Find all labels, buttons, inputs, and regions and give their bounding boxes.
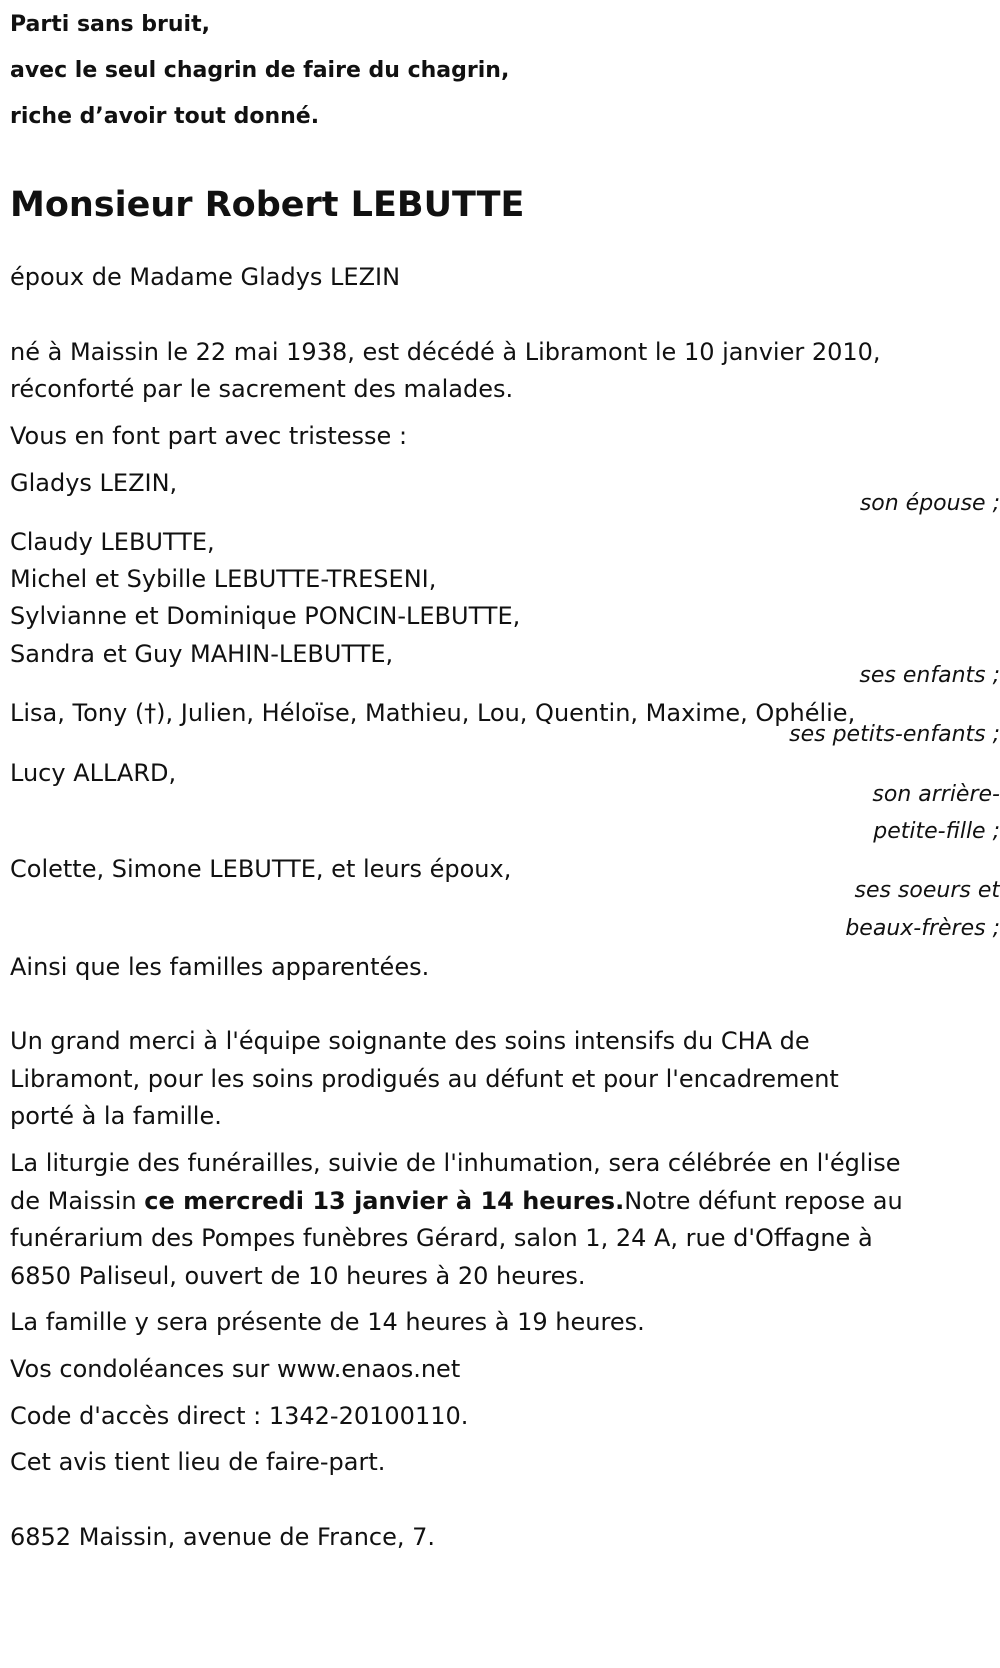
funeral-line-2-start: de Maissin (10, 1187, 145, 1215)
notice-line: Cet avis tient lieu de faire-part. (10, 1448, 386, 1476)
family-presence: La famille y sera présente de 14 heures à 19 heures. (10, 1308, 645, 1336)
epigraph-line-1: Parti sans bruit, (10, 12, 210, 37)
family-child-4: Sandra et Guy MAHIN-LEBUTTE, (10, 640, 394, 668)
family-child-2: Michel et Sybille LEBUTTE-TRESENI, (10, 565, 437, 593)
deceased-name: Monsieur Robert LEBUTTE (10, 185, 525, 225)
family-children-role: ses enfants ; (859, 663, 1000, 688)
address-line: 6852 Maissin, avenue de France, 7. (10, 1523, 436, 1551)
funeral-line-4: 6850 Paliseul, ouvert de 10 heures à 20 heures. (10, 1262, 586, 1290)
family-great-grandchild-role-line-2: petite-fille ; (873, 819, 1000, 844)
funeral-line-2-end: Notre défunt repose au (624, 1187, 903, 1215)
family-grandchildren: Lisa, Tony (†), Julien, Héloïse, Mathieu, Lou, Quentin, Maxime, Ophélie, (10, 699, 856, 727)
thanks-line-3: porté à la famille. (10, 1102, 222, 1130)
funeral-date-time: ce mercredi 13 janvier à 14 heures. (144, 1187, 625, 1215)
family-great-grandchild: Lucy ALLARD, (10, 759, 177, 787)
spouse-line: époux de Madame Gladys LEZIN (10, 263, 401, 291)
thanks-line-2: Libramont, pour les soins prodigués au défunt et pour l'encadrement (10, 1065, 839, 1093)
birth-death-line-2: réconforté par le sacrement des malades. (10, 375, 514, 403)
family-great-grandchild-role-line-1: son arrière- (872, 782, 1000, 807)
announcement-intro: Vous en font part avec tristesse : (10, 422, 408, 450)
epigraph-line-3: riche d’avoir tout donné. (10, 104, 320, 129)
funeral-line-2 (10, 1187, 903, 1215)
funeral-line-3: funérarium des Pompes funèbres Gérard, salon 1, 24 A, rue d'Offagne à (10, 1224, 873, 1252)
family-spouse-role: son épouse ; (859, 491, 1000, 516)
family-relatives: Ainsi que les familles apparentées. (10, 953, 430, 981)
family-siblings: Colette, Simone LEBUTTE, et leurs époux, (10, 855, 512, 883)
family-child-1: Claudy LEBUTTE, (10, 528, 215, 556)
family-siblings-role-line-2: beaux-frères ; (845, 916, 1000, 941)
family-grandchildren-role: ses petits-enfants ; (789, 722, 1000, 747)
thanks-line-1: Un grand merci à l'équipe soignante des soins intensifs du CHA de (10, 1027, 810, 1055)
family-child-3: Sylvianne et Dominique PONCIN-LEBUTTE, (10, 602, 521, 630)
birth-death-line-1: né à Maissin le 22 mai 1938, est décédé à Libramont le 10 janvier 2010, (10, 338, 881, 366)
funeral-line-1: La liturgie des funérailles, suivie de l'inhumation, sera célébrée en l'église (10, 1149, 901, 1177)
family-siblings-role-line-1: ses soeurs et (854, 878, 1000, 903)
condolences-line: Vos condoléances sur www.enaos.net (10, 1355, 461, 1383)
family-spouse-name: Gladys LEZIN, (10, 469, 178, 497)
epigraph-line-2: avec le seul chagrin de faire du chagrin, (10, 58, 510, 83)
access-code-line: Code d'accès direct : 1342-20100110. (10, 1402, 469, 1430)
